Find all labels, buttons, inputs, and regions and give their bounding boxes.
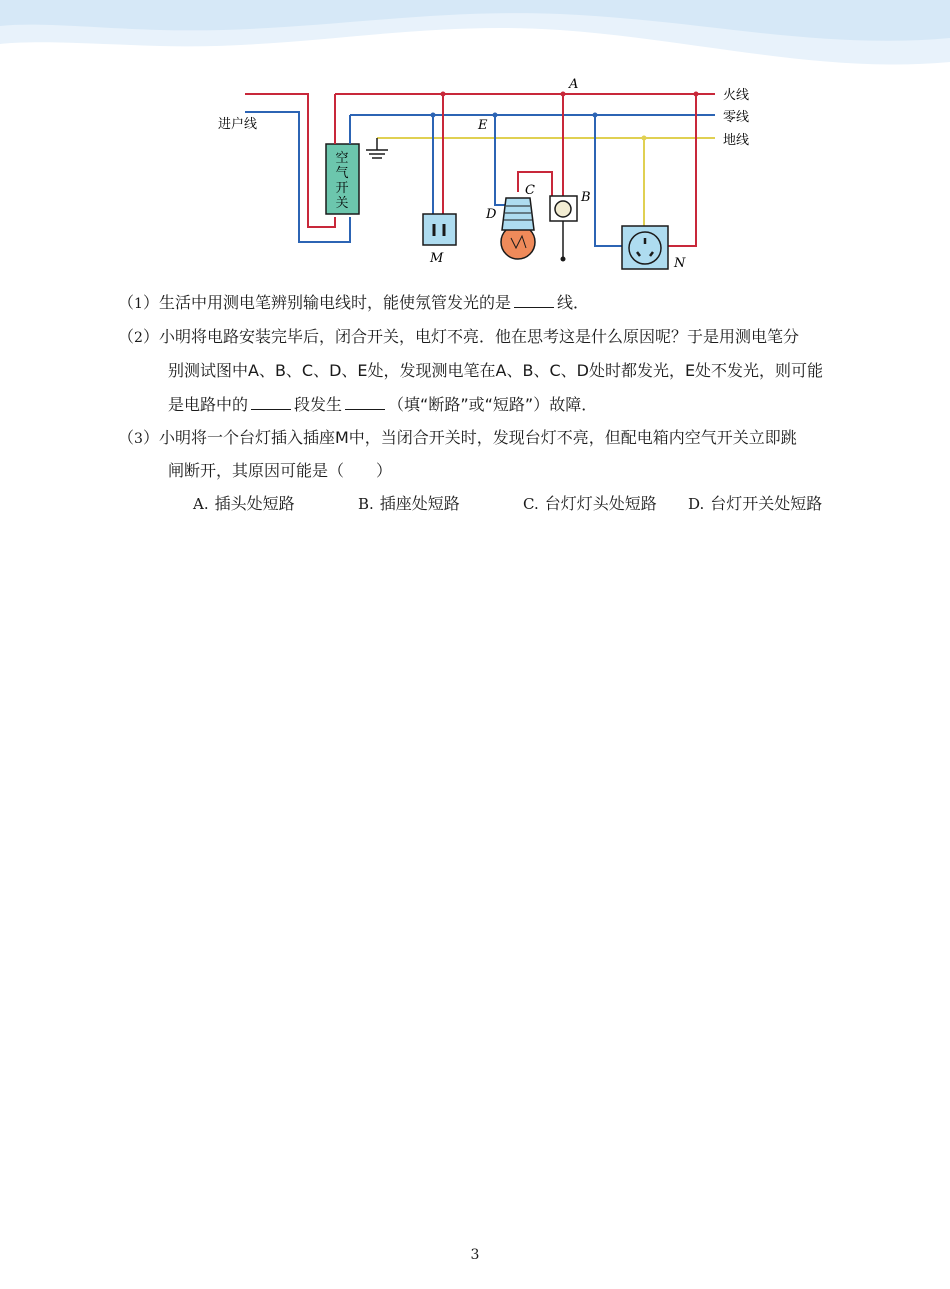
label-point-c: C	[525, 183, 535, 198]
question-number: 1	[134, 296, 143, 312]
label-socket-m: M	[430, 251, 444, 266]
question-text: 线．	[556, 293, 589, 312]
label-service-entry: 进户线	[218, 117, 258, 132]
question-3-line-2: 闸断开，其原因可能是（ ）	[168, 461, 393, 480]
circuit-diagram	[200, 72, 760, 277]
label-neutral: 零线	[723, 110, 750, 125]
option-letter: B.	[358, 495, 374, 513]
option-text: 插头处短路	[214, 494, 295, 513]
option-a[interactable]	[193, 494, 295, 514]
label-live: 火线	[723, 88, 750, 103]
label-point-a: A	[569, 77, 579, 92]
label-point-b: B	[581, 190, 591, 205]
option-d[interactable]	[688, 494, 822, 514]
option-letter: D.	[688, 495, 705, 513]
answer-blank[interactable]	[345, 395, 385, 410]
option-b[interactable]	[358, 494, 460, 514]
breaker-char-1: 空	[335, 151, 349, 166]
option-text: 台灯灯头处短路	[544, 494, 657, 513]
service-wire-live	[245, 94, 335, 227]
option-letter: A.	[193, 495, 209, 513]
option-text: 台灯开关处短路	[710, 494, 823, 513]
question-2-line-2: 别测试图中A、B、C、D、E处，发现测电笔在A、B、C、D处时都发光，E处不发光，则可能	[168, 361, 824, 380]
header-wave-decoration	[0, 0, 950, 80]
label-ground: 地线	[723, 133, 750, 148]
question-text: （填“断路”或“短路”）故障．	[388, 395, 598, 414]
question-1: （1）生活中用测电笔辨别输电线时，能使氖管发光的是 线．	[118, 293, 589, 312]
breaker-char-4: 关	[335, 196, 349, 211]
option-c[interactable]	[523, 494, 657, 514]
question-number: 3	[134, 431, 143, 447]
question-text: 生活中用测电笔辨别输电线时，能使氖管发光的是	[158, 293, 511, 312]
question-3: （3）小明将一个台灯插入插座M中，当闭合开关时，发现台灯不亮，但配电箱内空气开关立即跳	[118, 428, 797, 447]
label-socket-n: N	[674, 256, 686, 271]
question-text: 段发生	[294, 395, 343, 414]
answer-blank[interactable]	[251, 395, 291, 410]
question-text: 小明将一个台灯插入插座M中，当闭合开关时，发现台灯不亮，但配电箱内空气开关立即跳	[158, 428, 797, 447]
socket-m	[423, 214, 456, 245]
label-point-d: D	[486, 207, 497, 222]
breaker-char-3: 开	[335, 181, 349, 196]
page-number: 3	[470, 1247, 480, 1263]
question-2: （2）小明将电路安装完毕后，闭合开关，电灯不亮．他在思考这是什么原因呢？于是用测电笔分	[118, 327, 799, 346]
question-text: 是电路中的	[168, 395, 249, 414]
option-letter: C.	[523, 495, 539, 513]
question-text: 小明将电路安装完毕后，闭合开关，电灯不亮．他在思考这是什么原因呢？于是用测电笔分	[158, 327, 799, 346]
option-text: 插座处短路	[379, 494, 460, 513]
answer-blank[interactable]	[514, 293, 554, 308]
question-number: 2	[134, 330, 143, 346]
breaker-char-2: 气	[335, 166, 349, 181]
label-point-e: E	[478, 118, 488, 133]
question-2-line-3	[168, 395, 597, 415]
